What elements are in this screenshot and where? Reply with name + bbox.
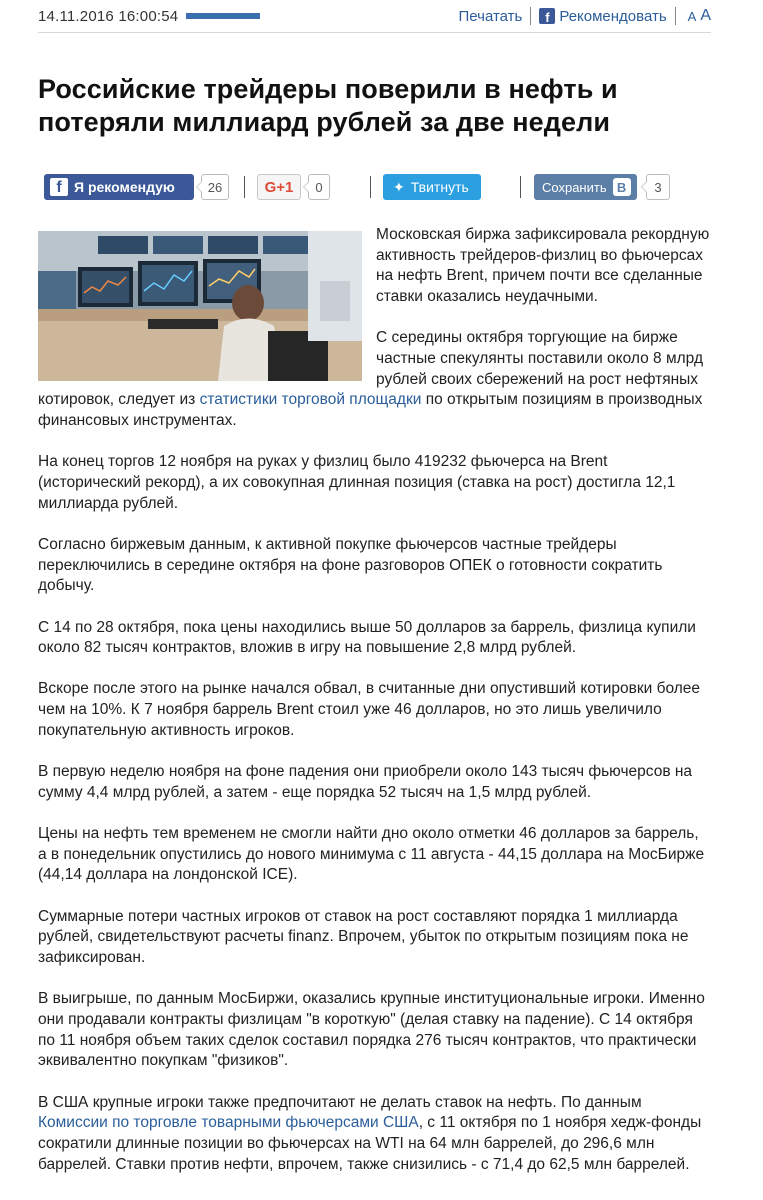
paragraph-text: С середины октября торгующие на бирже частные спекулянты поставили около 8 млрд рублей своих сбережений на рост нефтяных котировок, следует из xyxy=(38,329,703,409)
gplus-button[interactable]: G+1 xyxy=(257,174,301,200)
vk-count: 3 xyxy=(646,174,670,200)
article-paragraph xyxy=(38,1093,711,1176)
date-accent-bar xyxy=(186,13,260,19)
print-link[interactable]: Печатать xyxy=(458,7,523,25)
article-paragraph: С 14 по 28 октября, пока цены находились выше 50 долларов за баррель, физлица купили около 82 тысяч контрактов, вложив в игру на повышение 2,8 млрд рублей. xyxy=(38,618,696,657)
top-bar xyxy=(38,0,711,33)
divider xyxy=(244,176,245,198)
gplus-count: 0 xyxy=(308,174,330,200)
facebook-icon: f xyxy=(50,178,68,196)
article-paragraph: Московская биржа зафиксировала рекордную активность трейдеров-физлиц во фьючерсах на нефть Brent, причем почти все сделанные ставки оказались неудачными. xyxy=(376,226,710,306)
cftc-link[interactable]: Комиссии по торговле товарными фьючерсами США xyxy=(38,1114,419,1132)
article-title: Российские трейдеры поверили в нефть и потеряли миллиард рублей за две недели xyxy=(38,74,618,137)
divider xyxy=(520,176,521,198)
article-paragraph: Вскоре после этого на рынке начался обвал, в считанные дни опустивший котировки более чем на 10%. К 7 ноября баррель Brent стоил уже 46 долларов, но это лишь увеличило покупательную активность игроков. xyxy=(38,680,701,739)
article-paragraph: Цены на нефть тем временем не смогли найти дно около отметки 46 долларов за баррель, а в понедельник опустились до нового минимума с 11 августа - 44,15 доллара на МосБирже (44,14 доллара на лондонской ICE). xyxy=(38,824,705,884)
article-page xyxy=(38,0,711,1196)
recommend-link[interactable]: Рекомендовать xyxy=(559,7,667,25)
font-size-large-button[interactable]: A xyxy=(700,7,711,24)
article-paragraph: Согласно биржевым данным, к активной покупке фьючерсов частные трейдеры переключились в середине октября на фоне разговоров ОПЕК о готовности сократить добычу. xyxy=(38,535,663,595)
twitter-tweet-label: Твитнуть xyxy=(410,179,469,195)
article-paragraph: В первую неделю ноября на фоне падения они приобрели около 143 тысяч фьючерсов на сумму 4,4 млрд рублей, а затем - еще порядка 52 тысяч на 1,5 млрд рублей. xyxy=(38,763,693,801)
facebook-count: 26 xyxy=(201,174,229,200)
facebook-icon[interactable]: f xyxy=(539,8,555,24)
article-body xyxy=(38,225,711,1175)
facebook-recommend-button[interactable] xyxy=(44,174,194,200)
exchange-statistics-link[interactable]: статистики торговой площадки xyxy=(199,391,422,409)
divider xyxy=(370,176,371,198)
font-size-small-button[interactable]: A xyxy=(687,8,697,24)
vk-save-button[interactable] xyxy=(534,174,637,200)
top-actions xyxy=(459,7,712,25)
twitter-tweet-button[interactable] xyxy=(383,174,481,200)
twitter-bird-icon: ✦ xyxy=(393,178,405,195)
paragraph-text: по открытым позициям в производных финансовых инструментах. xyxy=(38,391,703,430)
article-paragraph: На конец торгов 12 ноября на руках у физлиц было 419232 фьючерса на Brent (исторический рекорд), а их совокупная длинная позиция (ставка на рост) достигла 12,1 миллиарда рублей. xyxy=(38,453,676,512)
article-paragraph: Суммарные потери частных игроков от ставок на рост составляют порядка 1 миллиарда рублей, свидетельствуют расчеты finanz. Впрочем, убыток по открытым позициям пока не зафиксирован. xyxy=(38,907,689,966)
trading-room-illustration xyxy=(38,231,362,381)
facebook-recommend-label: Я рекомендую xyxy=(74,179,175,195)
article-paragraph: В выигрыше, по данным МосБиржи, оказались крупные институциональные игроки. Именно они продавали контракты физлицам "в короткую" (делая ставку на падение). С 14 октября по 11 ноября объем таких сделок составил порядка 276 тысяч контрактов, что практически эквивалентно покупкам "физиков". xyxy=(38,990,705,1070)
paragraph-text: В США крупные игроки также предпочитают не делать ставок на нефть. По данным xyxy=(38,1093,642,1111)
paragraph-text: , с 11 октября по 1 ноября хедж-фонды сократили длинные позиции во фьючерсах на WTI на 64 млн баррелей, до 296,6 млн баррелей. Ставки против нефти, впрочем, также снизились - с 71,4 до 62,5 млн баррелей. xyxy=(38,1114,702,1173)
divider xyxy=(675,7,676,25)
publish-date: 14.11.2016 16:00:54 xyxy=(38,7,179,25)
trading-room-photo xyxy=(38,231,362,381)
divider xyxy=(530,7,531,25)
vk-save-label: Сохранить xyxy=(542,179,607,195)
vk-icon: В xyxy=(613,178,631,196)
share-bar xyxy=(38,174,711,210)
